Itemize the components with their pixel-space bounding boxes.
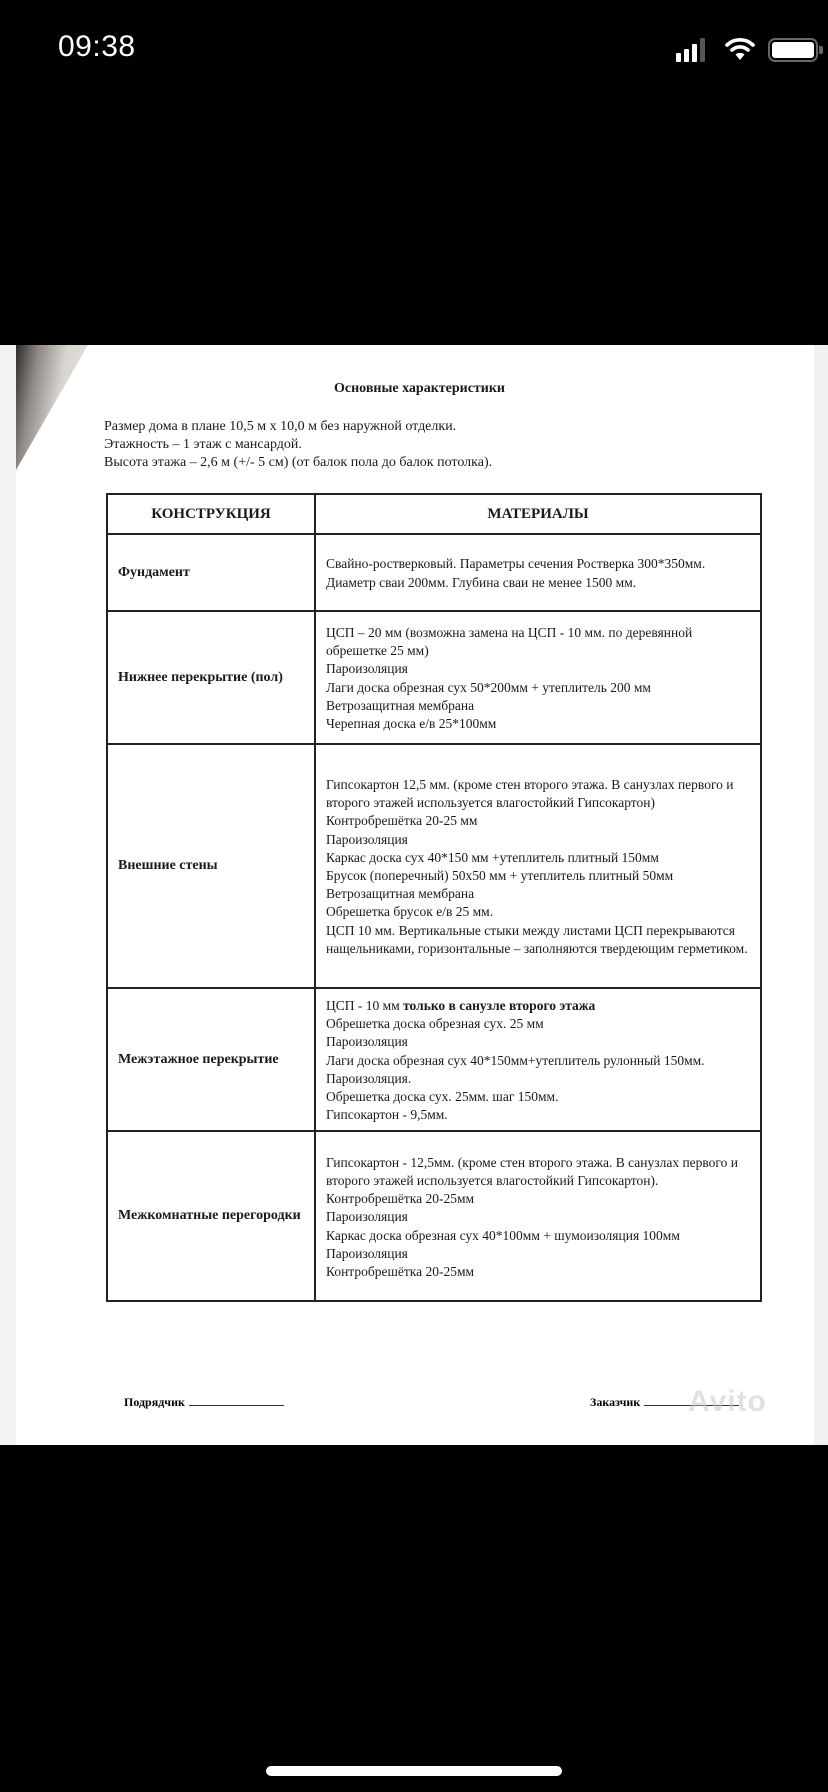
construction-cell: Внешние стены <box>107 744 315 988</box>
table-header-row <box>107 494 761 534</box>
material-line: Пароизоляция <box>326 1034 408 1050</box>
material-line: Лаги доска обрезная сух 40*150мм+утеплитель рулонный 150мм. <box>326 1052 705 1068</box>
construction-cell: Межкомнатные перегородки <box>107 1131 315 1301</box>
intro-block <box>104 418 492 472</box>
material-line: Ветрозащитная мембрана <box>326 697 475 713</box>
material-line: Гипсокартон - 12,5мм. (кроме стен второго этажа. В санузлах первого и второго этажей используется влагостойкий Гипсокартон). <box>326 1154 742 1188</box>
material-line: ЦСП – 20 мм (возможна замена на ЦСП - 10 мм. по деревянной обрешетке 25 мм) <box>326 624 696 659</box>
construction-cell: Межэтажное перекрытие <box>107 988 315 1131</box>
document-photo[interactable] <box>0 345 828 1445</box>
table-row <box>107 1131 761 1301</box>
wifi-icon <box>725 36 755 62</box>
status-icons <box>628 36 828 64</box>
material-line: Обрешетка доска обрезная сух. 25 мм <box>326 1016 544 1032</box>
material-line: Каркас доска обрезная сух 40*100мм + шумоизоляция 100мм <box>326 1227 680 1243</box>
table-row <box>107 611 761 744</box>
status-time: 09:38 <box>58 30 136 63</box>
materials-cell <box>315 744 761 988</box>
avito-watermark: Avito <box>688 1385 767 1418</box>
material-line: Контробрешётка 20-25мм <box>326 1263 475 1279</box>
intro-line: Размер дома в плане 10,5 м х 10,0 м без наружной отделки. <box>104 419 457 434</box>
emphasis-text: только в санузле второго этажа <box>403 998 596 1013</box>
materials-cell <box>315 534 761 611</box>
material-line: Обрешетка брусок е/в 25 мм. <box>326 904 494 920</box>
intro-line: Высота этажа – 2,6 м (+/- 5 см) (от балок пола до балок потолка). <box>104 455 493 470</box>
material-line: Черепная доска е/в 25*100мм <box>326 715 497 731</box>
material-line: Свайно-ростверковый. Параметры сечения Ростверка 300*350мм. Диаметр сваи 200мм. Глубина сваи не менее 1500 мм. <box>326 556 709 590</box>
material-line: Пароизоляция <box>326 661 408 677</box>
document-title: Основные характеристики <box>334 381 505 396</box>
materials-cell <box>315 611 761 744</box>
contractor-signature: Подрядчик <box>124 1395 284 1410</box>
material-line: Ветрозащитная мембрана <box>326 886 475 902</box>
materials-cell <box>315 988 761 1131</box>
material-line: Гипсокартон 12,5 мм. (кроме стен второго этажа. В санузлах первого и второго этажей используется влагостойкий Гипсокартон) <box>326 776 737 811</box>
material-line: Каркас доска сух 40*150 мм +утеплитель плитный 150мм <box>326 849 659 865</box>
signature-line <box>189 1405 284 1406</box>
table-row <box>107 988 761 1131</box>
construction-cell: Нижнее перекрытие (пол) <box>107 611 315 744</box>
material-line: Контробрешётка 20-25 мм <box>326 813 478 829</box>
battery-icon <box>768 38 818 62</box>
material-line: ЦСП 10 мм. Вертикальные стыки между листами ЦСП перекрываются нащельниками, горизонтальные – заполняются твердеющим герметиком. <box>326 922 748 956</box>
material-line: ЦСП - 10 мм только в санузле второго этажа <box>326 998 596 1013</box>
materials-cell <box>315 1131 761 1301</box>
material-line: Брусок (поперечный) 50х50 мм + утеплитель плитный 50мм <box>326 868 674 883</box>
material-line: Пароизоляция <box>326 1245 408 1261</box>
page-curl-shadow <box>16 345 88 470</box>
specification-table <box>106 493 762 1302</box>
column-header-construction: КОНСТРУКЦИЯ <box>107 494 315 534</box>
material-line: Пароизоляция. <box>326 1070 412 1086</box>
material-line: Гипсокартон - 9,5мм. <box>326 1107 448 1123</box>
material-line: Лаги доска обрезная сух 50*200мм + утеплитель 200 мм <box>326 679 651 695</box>
status-bar <box>0 0 828 100</box>
customer-signature: Заказчик <box>590 1395 739 1410</box>
home-indicator[interactable] <box>266 1766 562 1776</box>
cellular-signal-icon <box>676 38 716 62</box>
material-line: Контробрешётка 20-25мм <box>326 1191 475 1207</box>
material-line: Пароизоляция <box>326 1209 408 1225</box>
material-line: Обрешетка доска сух. 25мм. шаг 150мм. <box>326 1089 559 1105</box>
table-row <box>107 744 761 988</box>
material-line: Пароизоляция <box>326 831 408 847</box>
column-header-materials: МАТЕРИАЛЫ <box>315 494 761 534</box>
construction-cell: Фундамент <box>107 534 315 611</box>
intro-line: Этажность – 1 этаж с мансардой. <box>104 437 302 452</box>
table-row <box>107 534 761 611</box>
